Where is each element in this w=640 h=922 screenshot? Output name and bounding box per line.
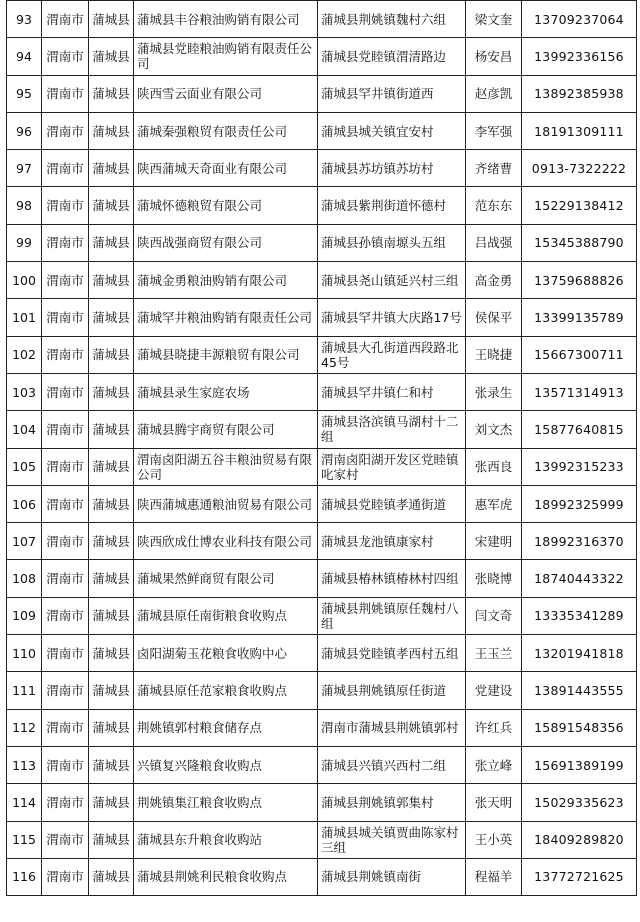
- row-number: 99: [7, 224, 42, 261]
- contact-person-cell: 侯保平: [466, 299, 522, 336]
- county-cell: 蒲城县: [89, 560, 134, 597]
- table-row: [7, 560, 637, 597]
- phone-cell: 15229138412: [522, 187, 637, 224]
- contact-person-cell: 许红兵: [466, 709, 522, 746]
- table-row: [7, 672, 637, 709]
- address-cell: 蒲城县罕井镇仁和村: [318, 373, 466, 410]
- address-cell: 蒲城县党睦镇孝西村五组: [318, 635, 466, 672]
- address-cell: 蒲城县城关镇宜安村: [318, 112, 466, 149]
- table-row: [7, 448, 637, 485]
- contact-person-cell: 齐绪曹: [466, 150, 522, 187]
- table-row: [7, 1, 637, 38]
- table-row: [7, 299, 637, 336]
- contact-person-cell: 宋建明: [466, 523, 522, 560]
- company-name-cell: 卤阳湖菊玉花粮食收购中心: [134, 635, 318, 672]
- table-row: [7, 635, 637, 672]
- phone-cell: 13772721625: [522, 858, 637, 895]
- city-cell: 渭南市: [42, 709, 89, 746]
- row-number: 103: [7, 373, 42, 410]
- address-cell: 蒲城县罕井镇街道西: [318, 75, 466, 112]
- company-name-cell: 蒲城县荆姚利民粮食收购点: [134, 858, 318, 895]
- company-name-cell: 蒲城县录生家庭农场: [134, 373, 318, 410]
- city-cell: 渭南市: [42, 635, 89, 672]
- contact-person-cell: 张天明: [466, 784, 522, 821]
- city-cell: 渭南市: [42, 38, 89, 75]
- company-name-cell: 蒲城县原任范家粮食收购点: [134, 672, 318, 709]
- contact-person-cell: 闫文奇: [466, 597, 522, 634]
- address-cell: 蒲城县罕井镇大庆路17号: [318, 299, 466, 336]
- city-cell: 渭南市: [42, 597, 89, 634]
- county-cell: 蒲城县: [89, 635, 134, 672]
- phone-cell: 15345388790: [522, 224, 637, 261]
- table-row: [7, 38, 637, 75]
- table-body: [7, 1, 637, 896]
- table-row: [7, 411, 637, 448]
- row-number: 97: [7, 150, 42, 187]
- address-cell: 蒲城县大孔街道西段路北45号: [318, 336, 466, 373]
- company-name-cell: 蒲城秦强粮贸有限责任公司: [134, 112, 318, 149]
- table-row: [7, 150, 637, 187]
- table-row: [7, 746, 637, 783]
- phone-cell: 13571314913: [522, 373, 637, 410]
- city-cell: 渭南市: [42, 75, 89, 112]
- company-name-cell: 陕西战强商贸有限公司: [134, 224, 318, 261]
- city-cell: 渭南市: [42, 560, 89, 597]
- city-cell: 渭南市: [42, 336, 89, 373]
- contact-person-cell: 张晓博: [466, 560, 522, 597]
- table-row: [7, 784, 637, 821]
- address-cell: 渭南卤阳湖开发区党睦镇叱家村: [318, 448, 466, 485]
- address-cell: 蒲城县紫荆街道怀德村: [318, 187, 466, 224]
- county-cell: 蒲城县: [89, 448, 134, 485]
- city-cell: 渭南市: [42, 112, 89, 149]
- table-row: [7, 336, 637, 373]
- phone-cell: 13891443555: [522, 672, 637, 709]
- phone-cell: 18191309111: [522, 112, 637, 149]
- address-cell: 蒲城县洛滨镇马湖村十二组: [318, 411, 466, 448]
- county-cell: 蒲城县: [89, 709, 134, 746]
- company-name-cell: 荆姚镇郭村粮食储存点: [134, 709, 318, 746]
- enterprise-list-sheet: [6, 0, 636, 896]
- row-number: 104: [7, 411, 42, 448]
- address-cell: 蒲城县兴镇兴西村二组: [318, 746, 466, 783]
- company-name-cell: 蒲城县原任南街粮食收购点: [134, 597, 318, 634]
- row-number: 100: [7, 262, 42, 299]
- row-number: 94: [7, 38, 42, 75]
- phone-cell: 15891548356: [522, 709, 637, 746]
- company-name-cell: 陕西欣成仕博农业科技有限公司: [134, 523, 318, 560]
- contact-person-cell: 赵彦凯: [466, 75, 522, 112]
- contact-person-cell: 王晓捷: [466, 336, 522, 373]
- phone-cell: 15877640815: [522, 411, 637, 448]
- county-cell: 蒲城县: [89, 485, 134, 522]
- county-cell: 蒲城县: [89, 224, 134, 261]
- address-cell: 渭南市蒲城县荆姚镇郭村: [318, 709, 466, 746]
- city-cell: 渭南市: [42, 1, 89, 38]
- address-cell: 蒲城县苏坊镇苏坊村: [318, 150, 466, 187]
- row-number: 112: [7, 709, 42, 746]
- contact-person-cell: 程福羊: [466, 858, 522, 895]
- phone-cell: 13992315233: [522, 448, 637, 485]
- city-cell: 渭南市: [42, 224, 89, 261]
- phone-cell: 15691389199: [522, 746, 637, 783]
- county-cell: 蒲城县: [89, 784, 134, 821]
- table-row: [7, 709, 637, 746]
- county-cell: 蒲城县: [89, 299, 134, 336]
- contact-person-cell: 刘文杰: [466, 411, 522, 448]
- address-cell: 蒲城县党睦镇孝通街道: [318, 485, 466, 522]
- contact-person-cell: 范东东: [466, 187, 522, 224]
- phone-cell: 13709237064: [522, 1, 637, 38]
- table-row: [7, 485, 637, 522]
- address-cell: 蒲城县党睦镇渭清路边: [318, 38, 466, 75]
- phone-cell: 18992316370: [522, 523, 637, 560]
- address-cell: 蒲城县城关镇贾曲陈家村三组: [318, 821, 466, 858]
- address-cell: 蒲城县孙镇南塬头五组: [318, 224, 466, 261]
- table-row: [7, 75, 637, 112]
- address-cell: 蒲城县荆姚镇郭集村: [318, 784, 466, 821]
- city-cell: 渭南市: [42, 485, 89, 522]
- county-cell: 蒲城县: [89, 373, 134, 410]
- phone-cell: 18409289820: [522, 821, 637, 858]
- address-cell: 蒲城县荆姚镇原任魏村八组: [318, 597, 466, 634]
- phone-cell: 13335341289: [522, 597, 637, 634]
- row-number: 101: [7, 299, 42, 336]
- company-name-cell: 渭南卤阳湖五谷丰粮油贸易有限公司: [134, 448, 318, 485]
- city-cell: 渭南市: [42, 373, 89, 410]
- county-cell: 蒲城县: [89, 75, 134, 112]
- phone-cell: 15667300711: [522, 336, 637, 373]
- row-number: 106: [7, 485, 42, 522]
- row-number: 116: [7, 858, 42, 895]
- city-cell: 渭南市: [42, 858, 89, 895]
- row-number: 110: [7, 635, 42, 672]
- table-row: [7, 112, 637, 149]
- table-row: [7, 262, 637, 299]
- company-name-cell: 蒲城果然鲜商贸有限公司: [134, 560, 318, 597]
- row-number: 108: [7, 560, 42, 597]
- contact-person-cell: 杨安昌: [466, 38, 522, 75]
- table-row: [7, 187, 637, 224]
- phone-cell: 18992325999: [522, 485, 637, 522]
- address-cell: 蒲城县龙池镇康家村: [318, 523, 466, 560]
- county-cell: 蒲城县: [89, 38, 134, 75]
- city-cell: 渭南市: [42, 672, 89, 709]
- contact-person-cell: 吕战强: [466, 224, 522, 261]
- row-number: 114: [7, 784, 42, 821]
- company-name-cell: 陕西蒲城惠通粮油贸易有限公司: [134, 485, 318, 522]
- phone-cell: 13201941818: [522, 635, 637, 672]
- contact-person-cell: 张西良: [466, 448, 522, 485]
- county-cell: 蒲城县: [89, 523, 134, 560]
- city-cell: 渭南市: [42, 821, 89, 858]
- contact-person-cell: 张录生: [466, 373, 522, 410]
- company-name-cell: 蒲城怀德粮贸有限公司: [134, 187, 318, 224]
- address-cell: 蒲城县荆姚镇原任街道: [318, 672, 466, 709]
- county-cell: 蒲城县: [89, 672, 134, 709]
- address-cell: 蒲城县椿林镇椿林村四组: [318, 560, 466, 597]
- city-cell: 渭南市: [42, 784, 89, 821]
- table-row: [7, 373, 637, 410]
- row-number: 95: [7, 75, 42, 112]
- contact-person-cell: 李军强: [466, 112, 522, 149]
- enterprise-table: [6, 0, 637, 896]
- company-name-cell: 兴镇复兴隆粮食收购点: [134, 746, 318, 783]
- city-cell: 渭南市: [42, 187, 89, 224]
- city-cell: 渭南市: [42, 150, 89, 187]
- county-cell: 蒲城县: [89, 1, 134, 38]
- county-cell: 蒲城县: [89, 821, 134, 858]
- phone-cell: 13399135789: [522, 299, 637, 336]
- company-name-cell: 蒲城罕井粮油购销有限责任公司: [134, 299, 318, 336]
- company-name-cell: 蒲城金勇粮油购销有限公司: [134, 262, 318, 299]
- row-number: 105: [7, 448, 42, 485]
- phone-cell: 18740443322: [522, 560, 637, 597]
- phone-cell: 15029335623: [522, 784, 637, 821]
- table-row: [7, 858, 637, 895]
- city-cell: 渭南市: [42, 746, 89, 783]
- county-cell: 蒲城县: [89, 150, 134, 187]
- phone-cell: 0913-7322222: [522, 150, 637, 187]
- company-name-cell: 陕西蒲城天奇面业有限公司: [134, 150, 318, 187]
- county-cell: 蒲城县: [89, 262, 134, 299]
- county-cell: 蒲城县: [89, 858, 134, 895]
- city-cell: 渭南市: [42, 411, 89, 448]
- contact-person-cell: 梁文奎: [466, 1, 522, 38]
- table-row: [7, 523, 637, 560]
- row-number: 109: [7, 597, 42, 634]
- row-number: 93: [7, 1, 42, 38]
- company-name-cell: 蒲城县党睦粮油购销有限责任公司: [134, 38, 318, 75]
- company-name-cell: 陕西雪云面业有限公司: [134, 75, 318, 112]
- contact-person-cell: 高金勇: [466, 262, 522, 299]
- city-cell: 渭南市: [42, 523, 89, 560]
- county-cell: 蒲城县: [89, 112, 134, 149]
- county-cell: 蒲城县: [89, 336, 134, 373]
- phone-cell: 13992336156: [522, 38, 637, 75]
- contact-person-cell: 党建设: [466, 672, 522, 709]
- company-name-cell: 蒲城县丰谷粮油购销有限公司: [134, 1, 318, 38]
- table-row: [7, 224, 637, 261]
- row-number: 98: [7, 187, 42, 224]
- contact-person-cell: 张立峰: [466, 746, 522, 783]
- phone-cell: 13759688826: [522, 262, 637, 299]
- contact-person-cell: 王小英: [466, 821, 522, 858]
- company-name-cell: 蒲城县东升粮食收购站: [134, 821, 318, 858]
- row-number: 113: [7, 746, 42, 783]
- contact-person-cell: 惠军虎: [466, 485, 522, 522]
- company-name-cell: 荆姚镇集江粮食收购点: [134, 784, 318, 821]
- row-number: 107: [7, 523, 42, 560]
- address-cell: 蒲城县荆姚镇南街: [318, 858, 466, 895]
- county-cell: 蒲城县: [89, 411, 134, 448]
- city-cell: 渭南市: [42, 262, 89, 299]
- city-cell: 渭南市: [42, 299, 89, 336]
- county-cell: 蒲城县: [89, 746, 134, 783]
- address-cell: 蒲城县荆姚镇魏村六组: [318, 1, 466, 38]
- row-number: 96: [7, 112, 42, 149]
- city-cell: 渭南市: [42, 448, 89, 485]
- county-cell: 蒲城县: [89, 597, 134, 634]
- row-number: 102: [7, 336, 42, 373]
- company-name-cell: 蒲城县晓捷丰源粮贸有限公司: [134, 336, 318, 373]
- contact-person-cell: 王玉兰: [466, 635, 522, 672]
- county-cell: 蒲城县: [89, 187, 134, 224]
- row-number: 115: [7, 821, 42, 858]
- address-cell: 蒲城县尧山镇延兴村三组: [318, 262, 466, 299]
- phone-cell: 13892385938: [522, 75, 637, 112]
- table-row: [7, 597, 637, 634]
- row-number: 111: [7, 672, 42, 709]
- company-name-cell: 蒲城县腾宇商贸有限公司: [134, 411, 318, 448]
- table-row: [7, 821, 637, 858]
